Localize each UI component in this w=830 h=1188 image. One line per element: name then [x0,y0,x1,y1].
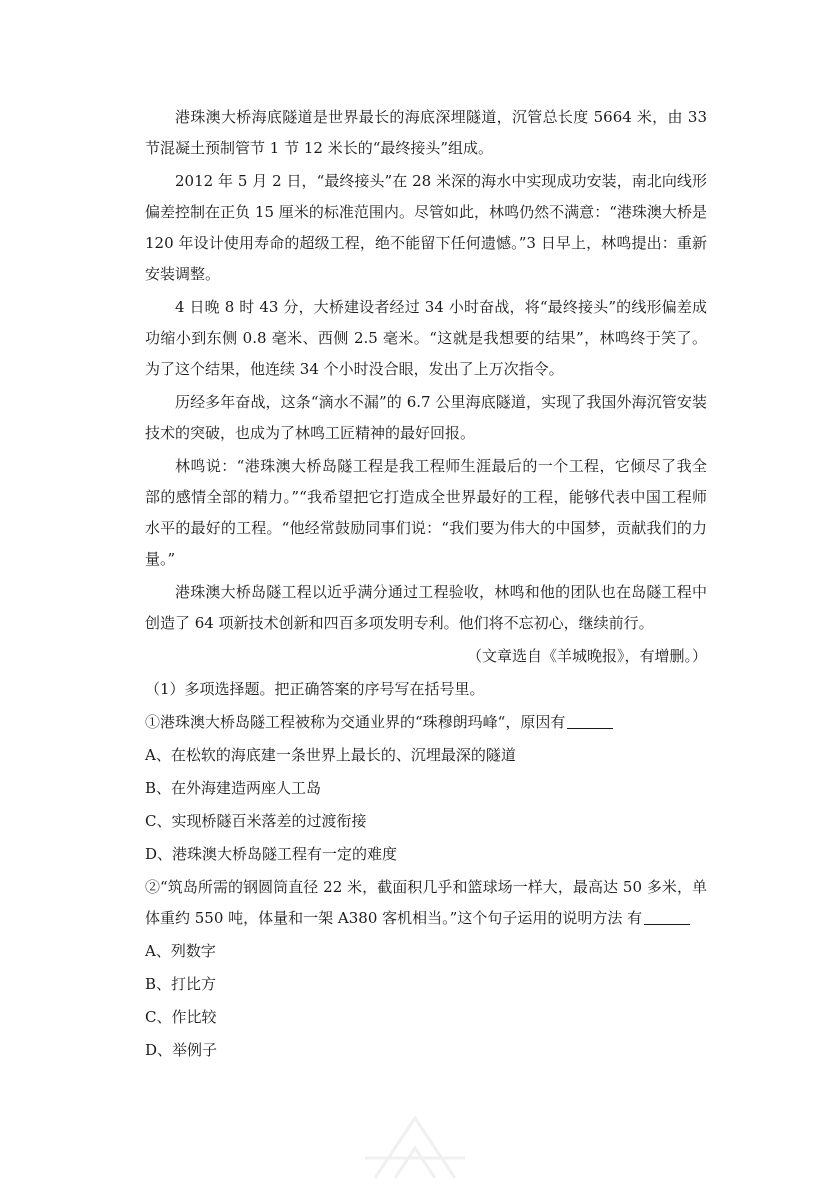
question-1-stem [145,707,707,738]
article-paragraph-2: 2012 年 5 月 2 日，“最终接头”在 28 米深的海水中实现成功安装，南北向线形偏差控制在正负 15 厘米的标准范围内。尽管如此，林鸣仍然不满意：“港珠澳大桥是 120 年设计使用寿命的超级工程，绝不能留下任何遗憾。”3 日早上，林鸣提出：重新安装调整。 [145,172,707,283]
article-paragraph-3: 4 日晚 8 时 43 分，大桥建设者经过 34 小时奋战，将“最终接头”的线形偏差成功缩小到东侧 0.8 毫米、西侧 2.5 毫米。“这就是我想要的结果”，林鸣终于笑了。为了这个结果，他连续 34 个小时没合眼，发出了上万次指令。 [145,298,707,378]
question-1-option-a: A、在松软的海底建一条世界上最长的、沉埋最深的隧道 [145,746,516,764]
watermark-mark [355,1098,475,1188]
question-1-stem-text: ①港珠澳大桥岛隧工程被称为交通业界的“珠穆朗玛峰“，原因有 [145,713,566,731]
answer-blank-2[interactable] [644,906,690,925]
document-content [145,102,707,1068]
question-1-option-d: D、港珠澳大桥岛隧工程有一定的难度 [145,845,398,863]
question-1-option-c: C、实现桥隧百米落差的过渡衔接 [145,812,367,830]
article-paragraph-4: 历经多年奋战，这条“滴水不漏”的 6.7 公里海底隧道，实现了我国外海沉管安装技术的突破，也成为了林鸣工匠精神的最好回报。 [145,393,707,442]
question-2-option-b: B、打比方 [145,975,217,993]
question-2-stem [145,872,707,934]
article-paragraph-5: 林鸣说：“港珠澳大桥岛隧工程是我工程师生涯最后的一个工程，它倾尽了我全部的感情全部的精力。”“我希望把它打造成全世界最好的工程，能够代表中国工程师水平的最好的工程。“他经常鼓励同事们说：“我们要为伟大的中国梦，贡献我们的力量。” [145,457,707,568]
article-source: （文章选自《羊城晚报》，有增删。） [466,647,707,665]
article-paragraph-1: 港珠澳大桥海底隧道是世界最长的海底深埋隧道，沉管总长度 5664 米，由 33 节混凝土预制管节 1 节 12 米长的“最终接头”组成。 [145,108,707,157]
question-2-option-d: D、举例子 [145,1041,218,1059]
question-2-option-c: C、作比较 [145,1008,217,1026]
question-2-option-a: A、列数字 [145,942,216,960]
question-instruction: （1）多项选择题。把正确答案的序号写在括号里。 [145,680,485,698]
answer-blank-1[interactable] [567,710,613,729]
article-paragraph-6: 港珠澳大桥岛隧工程以近乎满分通过工程验收，林鸣和他的团队也在岛隧工程中创造了 64 项新技术创新和四百多项发明专利。他们将不忘初心，继续前行。 [145,583,707,632]
question-2-stem-text: ②“筑岛所需的钢圆筒直径 22 米，截面积几乎和篮球场一样大，最高达 50 多米，单体重约 550 吨，体量和一架 A380 客机相当。”这个句子运用的说明方法 有 [145,878,707,927]
question-1-option-b: B、在外海建造两座人工岛 [145,779,322,797]
